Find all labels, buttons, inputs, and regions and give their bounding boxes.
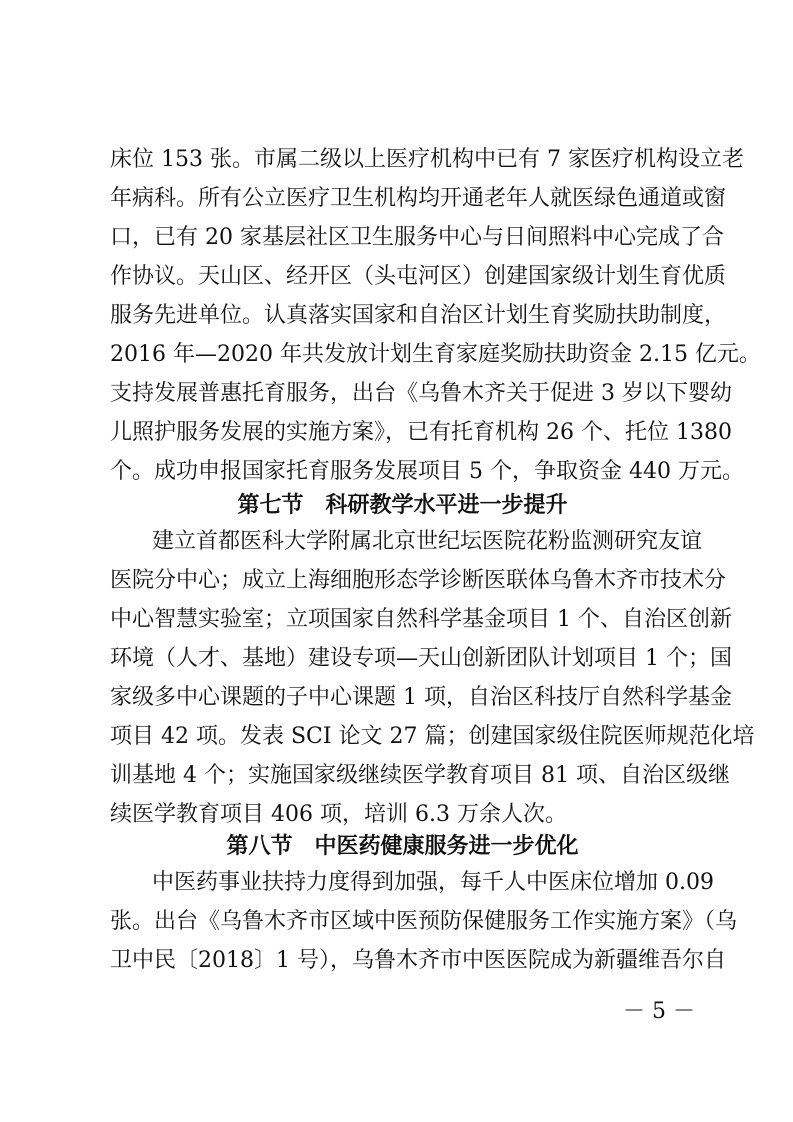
body-text-line: 个。成功申报国家托育服务发展项目 5 个，争取资金 440 万元。 <box>110 459 744 484</box>
body-text-line: 儿照护服务发展的实施方案》，已有托育机构 26 个、托位 1380 <box>110 420 732 445</box>
body-text-line: 张。出台《乌鲁木齐市区域中医预防保健服务工作实施方案》（乌 <box>110 909 738 934</box>
body-text-line: 支持发展普惠托育服务，出台《乌鲁木齐关于促进 3 岁以下婴幼 <box>110 381 732 406</box>
body-text-line: 续医学教育项目 406 项，培训 6.3 万余人次。 <box>110 802 567 827</box>
body-text-line: 年病科。所有公立医疗卫生机构均开通老年人就医绿色通道或窗 <box>110 186 727 211</box>
body-text-line: 训基地 4 个；实施国家级继续医学教育项目 81 项、自治区级继 <box>110 763 730 788</box>
body-text-line: 中医药事业扶持力度得到加强，每千人中医床位增加 0.09 <box>152 870 714 895</box>
body-text-line: 中心智慧实验室；立项国家自然科学基金项目 1 个、自治区创新 <box>110 607 732 632</box>
body-text-line: 口，已有 20 家基层社区卫生服务中心与日间照料中心完成了合 <box>110 225 724 250</box>
section-heading: 第七节 科研教学水平进一步提升 <box>237 493 568 518</box>
body-text-line: 环境（人才、基地）建设专项—天山创新团队计划项目 1 个；国 <box>110 646 732 671</box>
body-text-line: 卫中民〔2018〕1 号），乌鲁木齐市中医医院成为新疆维吾尔自 <box>110 948 726 973</box>
body-text-line: 医院分中心；成立上海细胞形态学诊断医联体乌鲁木齐市技术分 <box>110 568 727 593</box>
body-text-line: 作协议。天山区、经开区（头屯河区）创建国家级计划生育优质 <box>110 264 727 289</box>
section-heading: 第八节 中医药健康服务进一步优化 <box>226 834 579 859</box>
body-text-line: 建立首都医科大学附属北京世纪坛医院花粉监测研究友谊 <box>152 529 703 554</box>
page-number: － 5 － <box>623 999 695 1024</box>
body-text-line: 项目 42 项。发表 SCI 论文 27 篇；创建国家级住院医师规范化培 <box>110 724 755 749</box>
body-text-line: 服务先进单位。认真落实国家和自治区计划生育奖励扶助制度， <box>110 303 727 328</box>
body-text-line: 家级多中心课题的子中心课题 1 项，自治区科技厅自然科学基金 <box>110 685 732 710</box>
body-text-line: 床位 153 张。市属二级以上医疗机构中已有 7 家医疗机构设立老 <box>110 147 744 172</box>
body-text-line: 2016 年—2020 年共发放计划生育家庭奖励扶助资金 2.15 亿元。 <box>110 342 761 367</box>
